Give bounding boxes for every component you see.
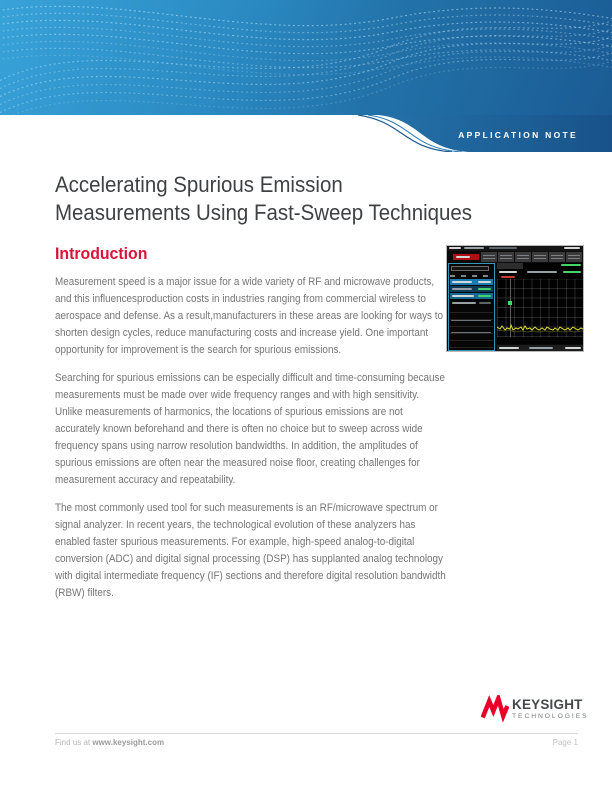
intro-paragraph: Searching for spurious emissions can be especially difficult and time-consuming because measurements must be made over wide frequency ranges and with high sensitivity. Unlike measurements of harmonics, the locations of spurious emissions are not accurately known beforehand and there is often no choice but to sweep across wide frequency spans using narrow resolution bandwidths. In addition, the amplitudes of spurious emissions are often near the measured noise floor, creating challenges for measurement accuracy and repeatability. <box>55 372 446 486</box>
table-row <box>450 286 493 292</box>
analyzer-settings-row <box>480 251 583 263</box>
footer-prefix: Find us at <box>55 738 93 747</box>
introduction-heading: Introduction <box>55 245 148 263</box>
banner-wave-pattern <box>0 0 612 115</box>
marker-diamond <box>508 301 512 305</box>
table-row <box>450 293 493 299</box>
page-title <box>55 171 472 227</box>
keysight-logo <box>481 695 589 725</box>
intro-paragraph: Measurement speed is a major issue for a wide variety of RF and microwave products, and this influencesproduction costs in industries ranging from commercial wireless to aerospace and defense. As a result,manufacturers in these areas are looking for ways to shorten design cycles, reduce manufacturing costs and increase yield. One important opportunity for improvement is the search for spurious emissions. <box>55 276 444 356</box>
text-blur <box>489 247 517 249</box>
text-blur <box>452 295 474 297</box>
settings-box <box>481 252 497 262</box>
table-row <box>450 279 493 285</box>
analyzer-spur-table <box>448 263 495 351</box>
text-blur <box>464 247 484 249</box>
marker-readout-blur <box>561 264 581 266</box>
settings-box <box>515 252 531 262</box>
keysight-spark-icon <box>481 695 509 722</box>
banner <box>0 0 612 115</box>
page-title-line2: Measurements Using Fast-Sweep Techniques <box>55 200 472 225</box>
banner-band <box>0 115 612 152</box>
analyzer-search-box <box>451 266 489 271</box>
text-blur <box>452 302 476 304</box>
page-title-line1: Accelerating Spurious Emission <box>55 172 343 197</box>
sweep-status-blur <box>501 276 515 278</box>
analyzer-table-header <box>450 273 493 278</box>
spectrum-analyzer-screenshot <box>446 245 584 352</box>
settings-box <box>566 252 582 262</box>
text-blur <box>529 347 553 349</box>
text-blur <box>499 271 517 273</box>
settings-box <box>498 252 514 262</box>
text-blur <box>478 295 491 297</box>
analyzer-alert-badge <box>453 254 479 260</box>
text-blur <box>452 288 472 290</box>
noise-floor-trace <box>497 279 583 337</box>
application-note-label: APPLICATION NOTE <box>458 130 578 140</box>
page-number: Page 1 <box>552 738 578 747</box>
footer-find-us <box>55 738 164 747</box>
text-blur <box>478 281 491 283</box>
intro-paragraph: The most commonly used tool for such measurements is an RF/microwave spectrum or signal analyzer. In recent years, the technological evolution of these analyzers has enabled faster spurious measurements. For example, high-speed analog-to-digital conversion (ADC) and digital signal processing (DSP) has supplanted analog technology with digital intermediate frequency (IF) sections and therefore digital resolution bandwidth (RBW) filters. <box>55 502 446 599</box>
table-row-separators <box>450 306 493 348</box>
text-blur <box>527 271 557 273</box>
keysight-brand-name: KEYSIGHT <box>512 697 583 712</box>
keysight-brand-subtitle: TECHNOLOGIES <box>512 713 589 720</box>
keysight-logo-text <box>512 697 589 720</box>
text-blur <box>564 247 580 249</box>
settings-box <box>532 252 548 262</box>
keysight-url-link[interactable]: www.keysight.com <box>92 738 165 747</box>
settings-box <box>549 252 565 262</box>
footer-divider <box>55 733 578 734</box>
text-blur <box>451 320 491 321</box>
text-blur <box>478 288 491 290</box>
text-blur <box>479 302 491 304</box>
text-blur <box>499 347 519 349</box>
text-blur <box>563 271 581 273</box>
text-blur <box>451 332 491 333</box>
plot-tab <box>497 263 523 269</box>
text-blur <box>452 281 472 283</box>
analyzer-status-bar <box>497 345 583 351</box>
text-blur <box>565 347 581 349</box>
introduction-body <box>55 274 446 613</box>
analyzer-plot-pane <box>497 263 583 344</box>
text-blur <box>449 247 461 249</box>
text-blur <box>456 256 470 258</box>
